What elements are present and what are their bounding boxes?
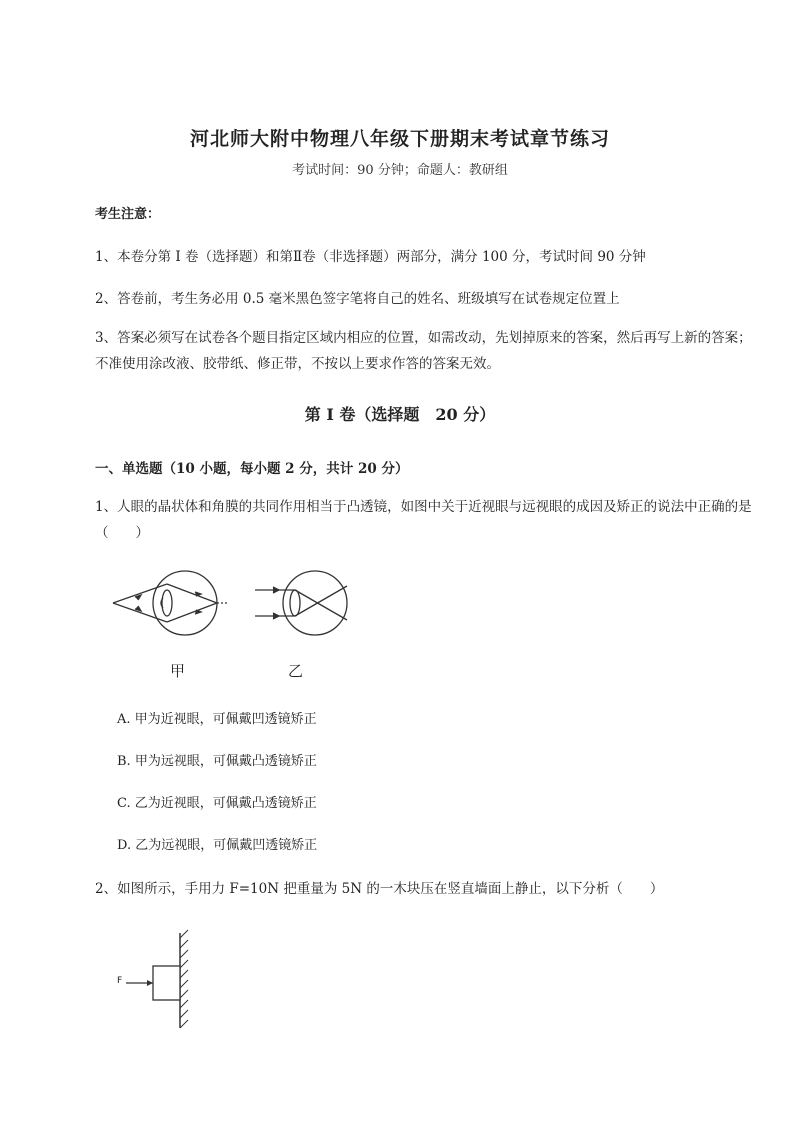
question-1-stem: 1、人眼的晶状体和角膜的共同作用相当于凸透镜，如图中关于近视眼与远视眼的成因及矫正的说法中正确的是（ ） [95, 499, 752, 541]
eye-diagram-yi [255, 571, 347, 635]
page-title: 河北师大附中物理八年级下册期末考试章节练习 [189, 128, 610, 150]
wall-block-figure [110, 928, 200, 1038]
question-2-stem: 2、如图所示，手用力 F=10N 把重量为 5N 的一木块压在竖直墙面上静止，以下分析（ ） [95, 881, 664, 897]
note-item-1: 1、本卷分第 I 卷（选择题）和第Ⅱ卷（非选择题）两部分，满分 100 分，考试时间 90 分钟 [95, 249, 646, 265]
wood-block [153, 966, 180, 1000]
option-d[interactable]: D. 乙为远视眼，可佩戴凹透镜矫正 [117, 838, 318, 853]
section-title: 第 I 卷（选择题 20 分） [304, 405, 496, 424]
wall-hatching [180, 930, 188, 1028]
note-item-3: 3、答案必须写在试卷各个题目指定区域内相应的位置，如需改动，先划掉原来的答案，然后再写上新的答案；不准使用涂改液、胶带纸、修正带，不按以上要求作答的答案无效。 [95, 330, 752, 372]
exam-info: 考试时间：90 分钟；命题人：教研组 [292, 163, 508, 178]
note-item-2: 2、答卷前，考生务必用 0.5 毫米黑色签字笔将自己的姓名、班级填写在试卷规定位置上 [95, 291, 620, 307]
option-c[interactable]: C. 乙为近视眼，可佩戴凸透镜矫正 [117, 796, 317, 811]
force-arrowhead [147, 980, 153, 986]
force-label: F [117, 976, 123, 986]
eye-diagram-jia [113, 571, 227, 635]
option-b[interactable]: B. 甲为远视眼，可佩戴凸透镜矫正 [117, 754, 317, 769]
figure-label-jia: 甲 [170, 662, 186, 680]
option-a[interactable]: A. 甲为近视眼，可佩戴凹透镜矫正 [117, 712, 317, 727]
question-type-heading: 一、单选题（10 小题，每小题 2 分，共计 20 分） [95, 461, 409, 477]
figure-label-yi: 乙 [288, 662, 304, 680]
eye-diagram-figure [105, 570, 365, 670]
notes-heading: 考生注意： [95, 207, 161, 222]
